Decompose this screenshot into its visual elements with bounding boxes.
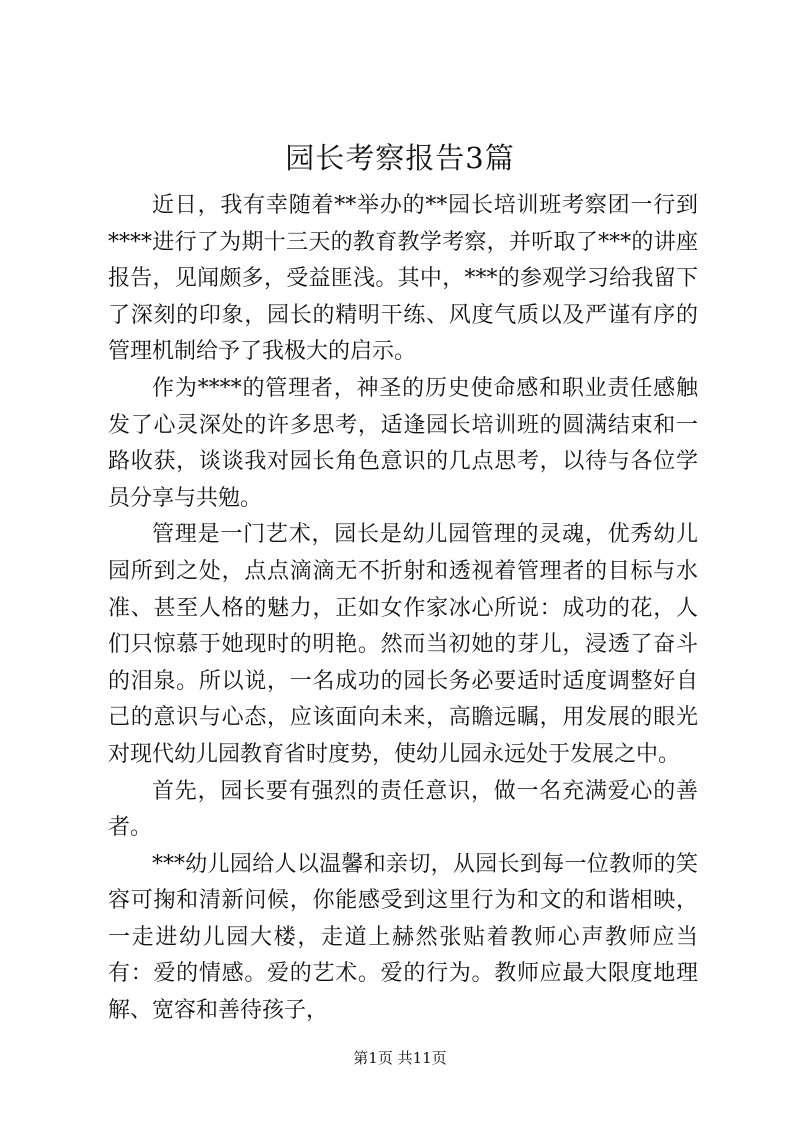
paragraph-2: 作为****的管理者，神圣的历史使命感和职业责任感触发了心灵深处的许多思考，适逢园长培训班的圆满结束和一路收获，谈谈我对园长角色意识的几点思考，以待与各位学员分享与共勉。 xyxy=(108,375,698,511)
paragraph-4: 首先，园长要有强烈的责任意识，做一名充满爱心的善者。 xyxy=(108,778,698,841)
document-body xyxy=(108,188,698,1030)
paragraph-1: 近日，我有幸随着**举办的**园长培训班考察团一行到****进行了为期十三天的教育教学考察，并听取了***的讲座报告，见闻颇多，受益匪浅。其中，***的参观学习给我留下了深刻的印象，园长的精明干练、风度气质以及严谨有序的管理机制给予了我极大的启示。 xyxy=(108,193,698,365)
document-title: 园长考察报告3篇 xyxy=(285,141,515,175)
paragraph-3: 管理是一门艺术，园长是幼儿园管理的灵魂，优秀幼儿园所到之处，点点滴滴无不折射和透视着管理者的目标与水准、甚至人格的魅力，正如女作家冰心所说：成功的花，人们只惊慕于她现时的明艳。然而当初她的芽儿，浸透了奋斗的泪泉。所以说，一名成功的园长务必要适时适度调整好自己的意识与心态，应该面向未来，高瞻远瞩，用发展的眼光对现代幼儿园教育省时度势，使幼儿园永远处于发展之中。 xyxy=(108,522,698,767)
page-number-footer: 第1页 共11页 xyxy=(353,1049,447,1067)
paragraph-5: ***幼儿园给人以温馨和亲切，从园长到每一位教师的笑容可掬和清新问候，你能感受到这里行为和文的和谐相映，一走进幼儿园大楼，走道上赫然张贴着教师心声教师应当有：爱的情感。爱的艺术。爱的行为。教师应最大限度地理解、宽容和善待孩子， xyxy=(108,851,698,1024)
